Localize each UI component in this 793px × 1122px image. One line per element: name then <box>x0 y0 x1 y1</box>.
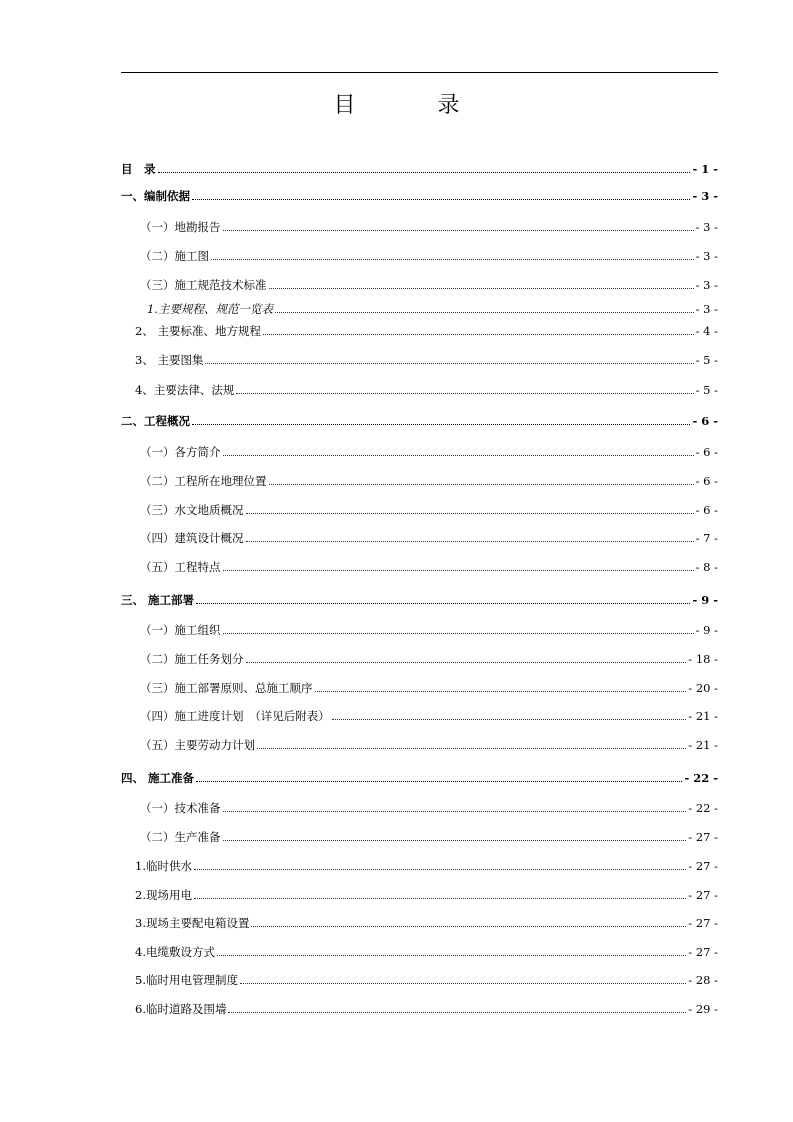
toc-entry-label: （四）施工进度计划 （详见后附表） <box>140 709 330 723</box>
toc-entry-label: 1.临时供水 <box>135 859 192 873</box>
dot-leader <box>194 869 686 870</box>
toc-entry-page-number: - 29 - <box>688 1002 718 1016</box>
toc-entry-label: （二）工程所在地理位置 <box>140 474 267 488</box>
dot-leader <box>228 1012 686 1013</box>
toc-entry-label: （一）施工组织 <box>140 623 221 637</box>
toc-entry-page-number: - 3 - <box>692 189 718 203</box>
toc-entry[interactable] <box>140 736 718 752</box>
toc-entry[interactable] <box>140 828 718 844</box>
toc-entry-page-number: - 9 - <box>692 593 718 607</box>
toc-entry-label: （三）施工规范技术标准 <box>140 278 267 292</box>
dot-leader <box>263 334 694 335</box>
toc-entry-page-number: - 27 - <box>688 916 718 930</box>
toc-entry-label: （四）建筑设计概况 <box>140 531 244 545</box>
toc-entry[interactable] <box>140 529 718 545</box>
dot-leader <box>251 926 686 927</box>
toc-entry[interactable] <box>135 857 718 873</box>
toc-entry-label: 5.临时用电管理制度 <box>135 973 238 987</box>
toc-entry-page-number: - 5 - <box>695 383 718 397</box>
toc-entry-page-number: - 1 - <box>692 162 718 176</box>
dot-leader <box>223 570 694 571</box>
toc-entry-label: 6.临时道路及围墙 <box>135 1002 227 1016</box>
toc-entry-label: 3、 主要图集 <box>135 353 204 367</box>
dot-leader <box>192 199 690 200</box>
dot-leader <box>192 424 690 425</box>
dot-leader <box>217 955 686 956</box>
toc-entry[interactable] <box>135 1000 718 1016</box>
toc-entry-label: 一、编制依据 <box>121 189 190 203</box>
toc-entry-page-number: - 27 - <box>688 888 718 902</box>
toc-entry-label: 四、 施工准备 <box>121 771 195 785</box>
dot-leader <box>246 541 694 542</box>
toc-entry[interactable] <box>135 943 718 959</box>
dot-leader <box>194 898 686 899</box>
toc-entry-page-number: - 22 - <box>688 801 718 815</box>
toc-entry-label: 2.现场用电 <box>135 888 192 902</box>
toc-entry-page-number: - 3 - <box>695 220 718 234</box>
dot-leader <box>275 312 694 313</box>
dot-leader <box>223 633 694 634</box>
toc-entry-label: 二、工程概况 <box>121 414 190 428</box>
toc-entry-page-number: - 7 - <box>695 531 718 545</box>
toc-entry[interactable] <box>140 501 718 517</box>
toc-entry-page-number: - 28 - <box>688 973 718 987</box>
toc-entry[interactable] <box>140 443 718 459</box>
toc-entry[interactable] <box>147 300 718 316</box>
toc-entry[interactable] <box>140 472 718 488</box>
dot-leader <box>246 662 687 663</box>
dot-leader <box>236 393 693 394</box>
toc-entry[interactable] <box>135 971 718 987</box>
toc-entry-page-number: - 3 - <box>695 302 718 316</box>
dot-leader <box>332 719 687 720</box>
toc-entry[interactable] <box>121 769 718 785</box>
toc-entry-page-number: - 4 - <box>695 324 718 338</box>
toc-entry-page-number: - 20 - <box>688 681 718 695</box>
toc-entry-page-number: - 9 - <box>695 623 718 637</box>
dot-leader <box>223 811 687 812</box>
toc-entry[interactable] <box>135 886 718 902</box>
toc-entry-label: （五）工程特点 <box>140 560 221 574</box>
toc-entry[interactable] <box>140 799 718 815</box>
dot-leader <box>257 748 686 749</box>
toc-entry-page-number: - 6 - <box>692 414 718 428</box>
dot-leader <box>196 603 690 604</box>
dot-leader <box>269 484 694 485</box>
toc-entry[interactable] <box>135 381 718 397</box>
toc-entry-page-number: - 21 - <box>688 738 718 752</box>
toc-entry-page-number: - 6 - <box>695 503 718 517</box>
dot-leader <box>240 983 686 984</box>
dot-leader <box>269 288 694 289</box>
dot-leader <box>211 259 694 260</box>
toc-entry[interactable] <box>121 187 718 203</box>
toc-entry-page-number: - 6 - <box>695 445 718 459</box>
toc-entry-page-number: - 21 - <box>688 709 718 723</box>
toc-entry-label: （五）主要劳动力计划 <box>140 738 255 752</box>
toc-entry-label: 3.现场主要配电箱设置 <box>135 916 250 930</box>
toc-entry[interactable] <box>135 322 718 338</box>
toc-entry-page-number: - 22 - <box>684 771 718 785</box>
toc-entry-label: （一）各方简介 <box>140 445 221 459</box>
dot-leader <box>196 781 682 782</box>
toc-entry-label: 目 录 <box>121 162 156 176</box>
toc-entry[interactable] <box>140 218 718 234</box>
toc-entry-label: （三）施工部署原则、总施工顺序 <box>140 681 313 695</box>
toc-entry[interactable] <box>135 351 718 367</box>
toc-entry-label: 2、 主要标准、地方规程 <box>135 324 261 338</box>
toc-entry[interactable] <box>121 412 718 428</box>
toc-entry[interactable] <box>140 276 718 292</box>
toc-entry-page-number: - 8 - <box>695 560 718 574</box>
toc-entry[interactable] <box>121 591 718 607</box>
toc-entry-page-number: - 27 - <box>688 830 718 844</box>
toc-entry-label: （一）技术准备 <box>140 801 221 815</box>
toc-entry-label: 4、主要法律、法规 <box>135 383 235 397</box>
toc-entry[interactable] <box>121 160 718 176</box>
toc-entry-label: （二）施工任务划分 <box>140 652 244 666</box>
dot-leader <box>223 230 694 231</box>
toc-entry-page-number: - 18 - <box>688 652 718 666</box>
toc-entry-label: （三）水文地质概况 <box>140 503 244 517</box>
toc-entry-page-number: - 3 - <box>695 249 718 263</box>
toc-entry-label: （二）生产准备 <box>140 830 221 844</box>
toc-entry[interactable] <box>140 247 718 263</box>
toc-entry-page-number: - 27 - <box>688 945 718 959</box>
toc-entry-page-number: - 27 - <box>688 859 718 873</box>
toc-entry-label: 1.主要规程、规范一览表 <box>147 302 273 316</box>
dot-leader <box>158 172 691 173</box>
toc-entry-page-number: - 5 - <box>695 353 718 367</box>
dot-leader <box>315 691 687 692</box>
toc-entry-page-number: - 3 - <box>695 278 718 292</box>
page-title: 目 录 <box>333 93 490 118</box>
dot-leader <box>223 840 687 841</box>
toc-entry-label: 三、 施工部署 <box>121 593 195 607</box>
toc-entry[interactable] <box>140 679 718 695</box>
toc-entry-label: （一）地勘报告 <box>140 220 221 234</box>
dot-leader <box>246 513 694 514</box>
toc-entry[interactable] <box>140 650 718 666</box>
dot-leader <box>223 455 694 456</box>
toc-entry[interactable] <box>140 621 718 637</box>
toc-entry[interactable] <box>135 914 718 930</box>
toc-entry-label: 4.电缆敷设方式 <box>135 945 215 959</box>
toc-entry[interactable] <box>140 558 718 574</box>
toc-entry-page-number: - 6 - <box>695 474 718 488</box>
toc-entry-label: （二）施工图 <box>140 249 209 263</box>
dot-leader <box>205 363 693 364</box>
toc-entry[interactable] <box>140 707 718 723</box>
